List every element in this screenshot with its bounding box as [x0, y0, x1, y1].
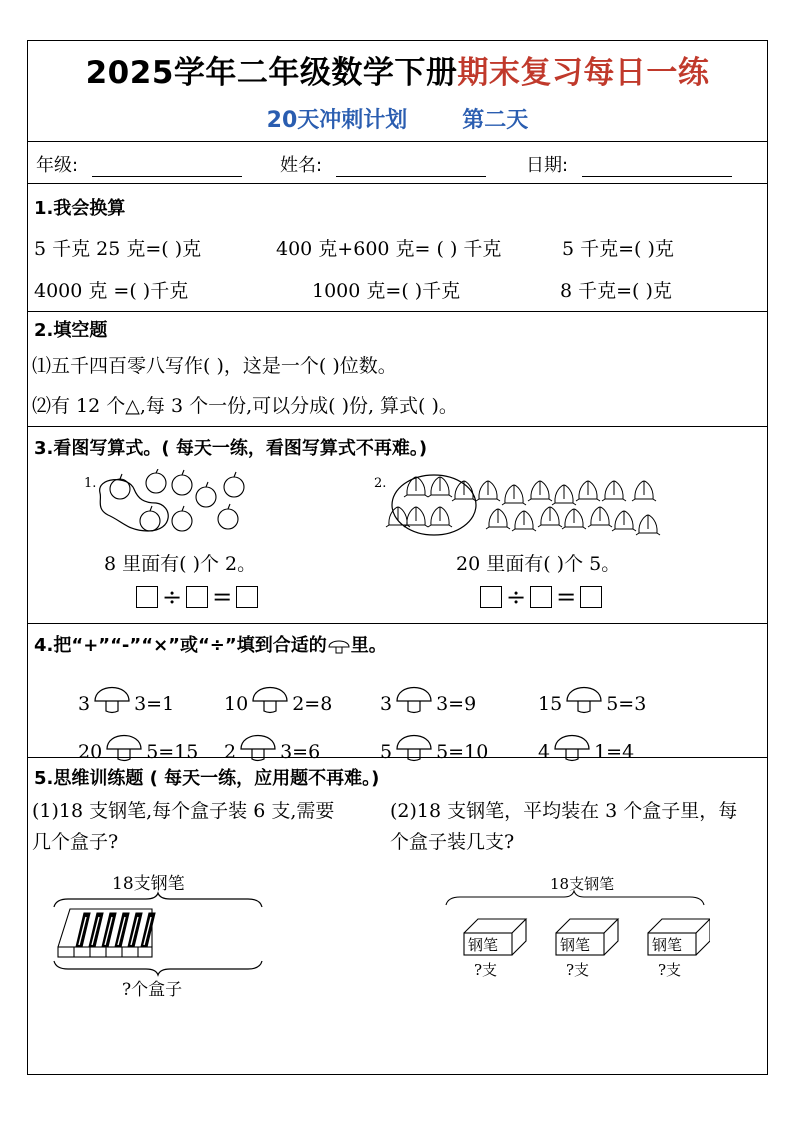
- divider: [28, 311, 767, 312]
- sec4-title-post: 里。: [350, 635, 387, 656]
- sec4-title: [34, 631, 387, 657]
- peach-icon: [552, 485, 576, 505]
- peach-icon: [602, 481, 626, 501]
- apple-icon: [218, 504, 238, 529]
- pen-icon: [128, 913, 142, 947]
- peach-icon: [486, 509, 510, 529]
- sec3-p2-equation: [480, 583, 602, 611]
- box-label: 钢笔: [652, 936, 683, 954]
- sec3-p2-text: 20 里面有( )个 5。: [456, 553, 621, 575]
- operand-left: 3: [78, 693, 91, 715]
- peach-icon: [386, 507, 410, 527]
- bottom-brace: [54, 961, 262, 975]
- mushroom-icon[interactable]: [250, 681, 290, 715]
- mushroom-icon[interactable]: [564, 681, 604, 715]
- sec1-q2: 400 克+600 克= ( ) 千克: [276, 238, 502, 260]
- operand-right: 5=15: [146, 741, 199, 763]
- sec5-q2-line2: 个盒子装几支?: [390, 831, 515, 853]
- apple-icon: [172, 506, 192, 531]
- date-field: [526, 151, 732, 177]
- pen-icon: [141, 913, 155, 947]
- peach-icon: [576, 481, 600, 501]
- fig1-top-label: 18支钢笔: [112, 874, 185, 894]
- operand-right: 5=3: [606, 693, 647, 715]
- name-blank[interactable]: [336, 156, 486, 177]
- mushroom-icon[interactable]: [394, 681, 434, 715]
- peach-icon: [636, 515, 660, 535]
- sec5-q2-line1: (2)18 支钢笔，平均装在 3 个盒子里，每: [390, 800, 738, 822]
- pen-icon: [89, 913, 103, 947]
- pens-box-figure: [48, 867, 268, 997]
- box-label: 钢笔: [560, 936, 591, 954]
- sec1-q3: 5 千克=( )克: [562, 238, 674, 260]
- mushroom-equation: [538, 681, 646, 715]
- answer-box[interactable]: [580, 586, 602, 608]
- peach-icon: [428, 477, 452, 497]
- apple-icon: [224, 472, 244, 497]
- pen-icon: [102, 913, 116, 947]
- mushroom-equation: [224, 681, 332, 715]
- operand-right: 1=4: [594, 741, 635, 763]
- peach-icon: [612, 511, 636, 531]
- grade-blank[interactable]: [92, 156, 242, 177]
- operand-right: 3=1: [134, 693, 175, 715]
- fig1-bottom-label: ?个盒子: [122, 980, 183, 997]
- sec1-q4: 4000 克 =( )千克: [34, 280, 189, 302]
- equals-sign: =: [212, 583, 233, 611]
- fig2-top-label: 18支钢笔: [550, 875, 615, 893]
- peach-icon: [512, 511, 536, 531]
- operand-right: 5=10: [436, 741, 489, 763]
- title-black: 2025学年二年级数学下册: [85, 55, 458, 91]
- divide-sign: ÷: [162, 583, 183, 611]
- sec1-title: 1.我会换算: [34, 198, 126, 219]
- picture-2-number: 2.: [374, 476, 387, 491]
- answer-box[interactable]: [530, 586, 552, 608]
- sec2-q2: ⑵有 12 个△,每 3 个一份,可以分成( )份, 算式( )。: [32, 395, 458, 417]
- operand-left: 10: [224, 693, 249, 715]
- operand-left: 3: [380, 693, 393, 715]
- peach-icon: [632, 481, 656, 501]
- sec5-q1-line2: 几个盒子?: [32, 831, 119, 853]
- peach-icon: [528, 481, 552, 501]
- sec2-title: 2.填空题: [34, 320, 108, 341]
- answer-box[interactable]: [186, 586, 208, 608]
- operand-left: 20: [78, 741, 103, 763]
- plan-label: 20天冲刺计划: [266, 108, 408, 133]
- operand-left: 15: [538, 693, 563, 715]
- three-boxes-figure: [440, 871, 710, 981]
- worksheet-subtitle: [28, 103, 767, 134]
- name-field: [280, 151, 486, 177]
- worksheet-title: [28, 47, 767, 92]
- top-brace: [54, 893, 262, 907]
- apple-icon: [146, 469, 166, 493]
- pen-icon: [115, 913, 129, 947]
- title-red: 期末复习每日一练: [457, 55, 710, 91]
- peach-icon: [452, 481, 476, 501]
- peach-icon: [502, 485, 526, 505]
- apples-picture: [78, 469, 258, 537]
- apple-icon: [140, 506, 160, 531]
- mushroom-equation: [78, 681, 174, 715]
- peach-icon: [428, 507, 452, 527]
- date-blank[interactable]: [582, 156, 732, 177]
- grade-label: 年级:: [36, 155, 79, 176]
- answer-box[interactable]: [236, 586, 258, 608]
- operand-left: 5: [380, 741, 393, 763]
- pen-icon: [76, 913, 90, 947]
- sec4-title-pre: 4.把“+”“-”“×”或“÷”填到合适的: [34, 635, 327, 656]
- sec3-title: 3.看图写算式。( 每天一练，看图写算式不再难。): [34, 438, 428, 459]
- operand-right: 3=9: [436, 693, 477, 715]
- box-label: 钢笔: [468, 936, 499, 954]
- operand-right: 2=8: [292, 693, 333, 715]
- apple-icon: [196, 482, 216, 507]
- apple-icon: [172, 470, 192, 495]
- pen-box-icon: [58, 909, 155, 957]
- divider: [28, 141, 767, 142]
- peach-icon: [588, 507, 612, 527]
- sec5-q1-line1: (1)18 支钢笔,每个盒子装 6 支,需要: [32, 800, 335, 822]
- box-question: ?支: [658, 961, 682, 979]
- box-question: ?支: [566, 961, 590, 979]
- box-question: ?支: [474, 961, 498, 979]
- top-brace: [446, 891, 704, 905]
- sec1-q1: 5 千克 25 克=( )克: [34, 238, 202, 260]
- divider: [28, 426, 767, 427]
- sec5-title: 5.思维训练题 ( 每天一练，应用题不再难。): [34, 768, 380, 789]
- peaches-picture: [368, 469, 668, 541]
- divider: [28, 183, 767, 184]
- mushroom-equation: [380, 681, 476, 715]
- sec2-q1: ⑴五千四百零八写作( )，这是一个( )位数。: [32, 355, 397, 377]
- sec1-q5: 1000 克=( )千克: [312, 280, 461, 302]
- answer-box[interactable]: [480, 586, 502, 608]
- apple-icon: [110, 474, 130, 499]
- peach-icon: [404, 477, 428, 497]
- peach-icon: [538, 507, 562, 527]
- equals-sign: =: [556, 583, 577, 611]
- divide-sign: ÷: [506, 583, 527, 611]
- grade-field: [36, 151, 242, 177]
- worksheet: [27, 40, 768, 1075]
- answer-box[interactable]: [136, 586, 158, 608]
- divider: [28, 623, 767, 624]
- divider: [28, 757, 767, 758]
- peach-icon: [404, 507, 428, 527]
- peach-icon: [476, 481, 500, 501]
- day-label: 第二天: [462, 108, 529, 133]
- sec3-p1-equation: [136, 583, 258, 611]
- picture-1-number: 1.: [84, 476, 97, 491]
- operand-right: 3=6: [280, 741, 321, 763]
- date-label: 日期:: [526, 155, 569, 176]
- name-label: 姓名:: [280, 155, 323, 176]
- mushroom-icon: [327, 637, 351, 655]
- operand-left: 2: [224, 741, 237, 763]
- mushroom-icon[interactable]: [92, 681, 132, 715]
- peach-icon: [562, 509, 586, 529]
- operand-left: 4: [538, 741, 551, 763]
- sec1-q6: 8 千克=( )克: [560, 280, 672, 302]
- sec3-p1-text: 8 里面有( )个 2。: [104, 553, 257, 575]
